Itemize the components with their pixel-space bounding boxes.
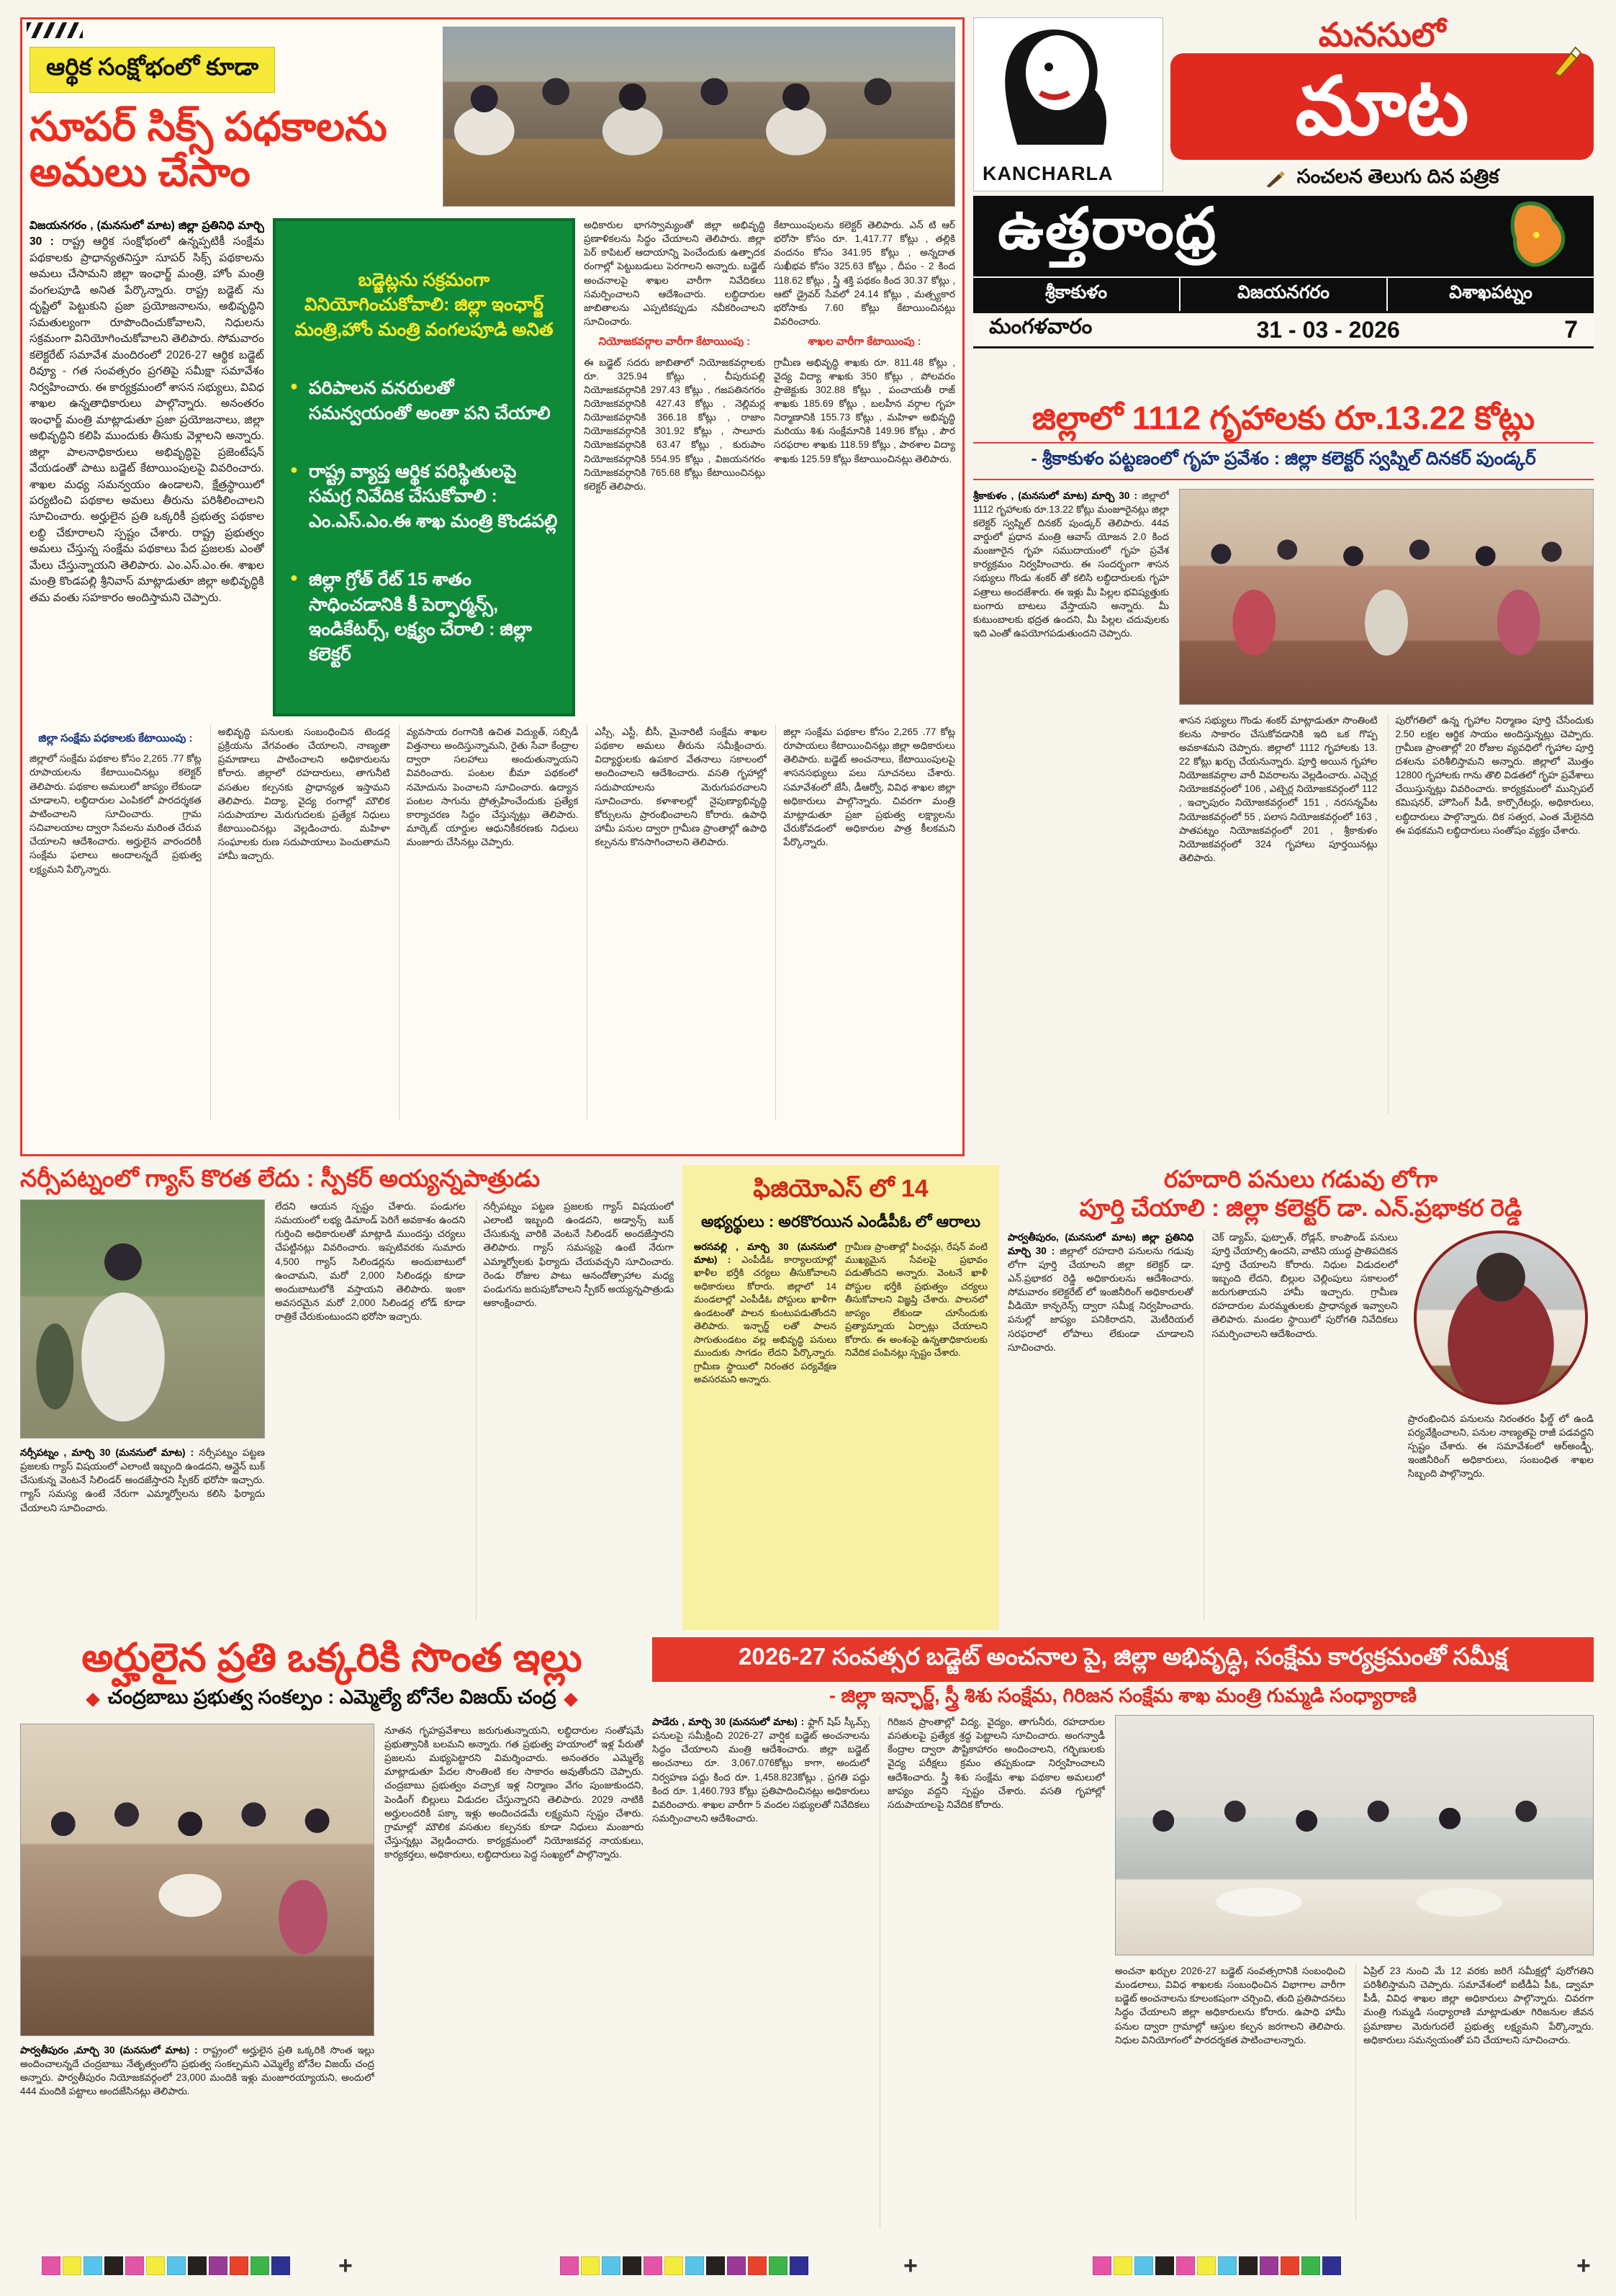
homes-headline: జిల్లాలో 1112 గృహాలకు రూ.13.22 కోట్లు: [1032, 400, 1535, 436]
welfare-allocations-subhead: జిల్లా సంక్షేమ పధకాలకు కేటాయింపు :: [38, 732, 193, 744]
region-visakhapatnam: విశాఖపట్నం: [1386, 278, 1594, 311]
color-patch: [560, 2256, 579, 2275]
gas-column-2: లేదని ఆయన స్పష్టం చేశారు. పండుగల సమయంలో లభ్య డిమాండ్ పెరిగే అవకాశం ఉందని గుర్తించి అధికారులతో మాట్లాడి ముందస్తు చర్యలు చేపట్టినట్లు వివరించారు. ఇప్పటివరకు సుమారు 4,500 గ్యాస్ సిలిండర్లను అందుబాటులో ఉంచామని, మరో 2,000 సిలిండర్లు కూడా అందుబాటులోకి వస్తాయని తెలిపారు. ఇంకా అవసరమైన మరో 2,000 సిలిండర్ల లోడ్ కూడా రాత్రికే చేరుకుంటుందని భరోసా ఇచ్చారు.: [275, 1200, 466, 1323]
budget-dateline: పాడేరు , మార్చి 30 (మనసులో మాట) :: [652, 1716, 808, 1727]
lead-article: [20, 17, 965, 1156]
roads-column-3: [1408, 1230, 1594, 1619]
lead-row2-column-2: అభివృద్ధి పనులకు సంబంధించిన టెండర్ల ప్రక్రియను వేగవంతం చేయాలని, నాణ్యతా ప్రమాణాలు పాటించాలని అధికారులను కోరారు. జిల్లాలో రహదారులు, తాగునీటి వసతుల కల్పనకు ప్రాధాన్యత ఇస్తామని తెలిపారు. విద్యా, వైద్య రంగాల్లో మౌలిక సదుపాయాల మెరుగుదలకు ప్రత్యేక నిధులు కేటాయించినట్లు వెల్లడించారు. మహిళా సంఘాలకు రుణ సదుపాయాలు పెంచుతామని హామీ ఇచ్చారు.: [210, 725, 390, 1120]
lead-body-text: అధికారుల భాగస్వామ్యంతో జిల్లా అభివృద్ధి ప్రణాళికలను సిద్ధం చేయాలని తెలిపారు. జిల్లా పెర్ కాపిటల్ ఆదాయాన్ని పెంచేందుకు ఉత్పాదక రంగాల్లో పెట్టుబడులు పెరగాలని అన్నారు. బడ్జెట్ అంచనాలపై శాఖల వారీగా నివేదికలు సమర్పించాలని ఆదేశించారు. లబ్ధిదారుల జాబితాలను ఎప్పటికప్పుడు నవీకరించాలని సూచించారు.: [584, 220, 765, 328]
homes-subhead: - శ్రీకాకుళం పట్టణంలో గృహ ప్రవేశం : జిల్లా కలెక్టర్ స్వప్నిల్ దినకర్ పుండ్కర్: [973, 442, 1594, 480]
gas-column-3: నర్సీపట్నం పట్టణ ప్రజలకు గ్యాస్ విషయంలో ఎలాంటి ఇబ్బంది ఉండదని, అడ్వాన్స్ బుక్ చేసుకున్న వారికి వెంటనే సిలిండర్ అందజేస్తారని తెలిపారు. గ్యాస్ సమస్యపై ఉంటే నేరుగా ఎమ్మార్వోలకు ఫిర్యాదు చేయవచ్చని సూచించారు. రెండు రోజుల పాటు ఆనందోత్సాహాల మధ్య పండుగను జరుపుకోవాలని స్పీకర్ అయ్యన్నపాత్రుడు ఆకాంక్షించారు.: [476, 1199, 674, 1620]
writing-hand-icon: [1265, 170, 1290, 189]
budget-column-2: గిరిజన ప్రాంతాల్లో విద్య, వైద్యం, తాగునీరు, రహదారుల వసతులపై ప్రత్యేక శ్రద్ధ పెట్టాలని సూచించారు. అంగన్వాడీ కేంద్రాల ద్వారా పౌష్టికాహారం అందించాలని, గర్భిణులకు వైద్య పరీక్షలు క్రమం తప్పకుండా నిర్వహించాలని ఆదేశించారు. స్త్రీ శిశు సంక్షేమ శాఖ పథకాల అమలులో జాప్యం వద్దని స్పష్టం చేశారు. వసతి గృహాల్లో సదుపాయాలపై నివేదిక కోరారు.: [880, 1715, 1105, 2228]
color-patch: [1134, 2256, 1153, 2275]
green-box-item: ● జిల్లా గ్రోత్ రేట్ 15 శాతం సాధించడానికి కీ పెర్ఫార్మన్స్, ఇండికేటర్స్, లక్ష్యం చేరాలి : జిల్లా కలెక్టర్: [290, 567, 558, 667]
print-registration-strip: [0, 2252, 1616, 2284]
registration-cross: +: [338, 2252, 353, 2279]
color-patch: [1093, 2256, 1111, 2275]
brand-block: [1170, 17, 1594, 192]
lead-meeting-photo: [443, 27, 955, 207]
homes-ceremony-photo: [1179, 489, 1594, 705]
tagline-text: సంచలన తెలుగు దిన పత్రిక: [1296, 166, 1499, 188]
green-box-item: ● రాష్ట్ర వ్యాప్త ఆర్థిక పరిస్థితులపై సమగ్ర నివేదిక చేసుకోవాలి : ఎం.ఎస్.ఎం.ఈ శాఖ మంత్రి కొండపల్లి: [290, 459, 558, 534]
brand-word-top: మనసులో: [1318, 16, 1446, 53]
color-patch: [623, 2256, 641, 2275]
lead-body-text: గ్రామీణ అభివృద్ధి శాఖకు రూ. 811.48 కోట్లు , వైద్య విద్యా శాఖకు 350 కోట్లు , పోలవరం ప్రాజెక్టుకు 302.88 కోట్లు , పంచాయతీ రాజ్ శాఖకు 185.69 కోట్లు , బలహీన వర్గాల గృహ నిర్మాణానికి 155.73 కోట్లు , మహిళా అభివృద్ధి మరియు శిశు సంక్షేమానికి 149.96 కోట్లు , పౌర సరఫరాల శాఖకు 118.59 కోట్లు , పాఠశాల విద్యా శాఖకు 125.59 కోట్లు కేటాయించినట్లు తెలిపారు.: [774, 356, 955, 464]
region-vizianagaram: విజయనగరం: [1179, 278, 1386, 311]
green-box-item: బడ్జెట్లను సక్రమంగా వినియోగించుకోవాలి: జిల్లా ఇంఛార్జ్ మంత్రి,హోం మంత్రి వంగలపూడి అనిత: [294, 269, 554, 340]
color-patch: [104, 2256, 123, 2275]
region-srikakulam: శ్రీకాకుళం: [1044, 282, 1108, 302]
lead-headline: సూపర్ సిక్స్ పధకాలను అమలు చేసాం: [30, 104, 387, 194]
color-patch: [727, 2256, 746, 2275]
color-patch: [1155, 2256, 1174, 2275]
budget-column-1: [652, 1715, 870, 2228]
publisher-name: KANCHARLA: [983, 163, 1114, 184]
lead-column-3: [584, 218, 765, 716]
pen-icon: [1550, 45, 1584, 78]
vacancy-headline-sub: అభ్యర్థులు : అరకొరయిన ఎండీపీఓ లో ఆరాలు: [700, 1212, 981, 1230]
lead-body-text: జిల్లాలో సంక్షేమ పథకాల కోసం 2,265 .77 కోట్ల రూపాయలను కేటాయించినట్లు కలెక్టర్ తెలిపారు. పథకాల అమలులో జాప్యం లేకుండా చూడాలని, లబ్ధిదారుల ఎంపికలో పారదర్శకత పాటించాలని సూచించారు. గ్రామ సచివాలయాల ద్వారా సేవలను మరింత చేరువ చేయాలని ఆదేశించారు. అర్హులైన వారందరికీ సంక్షేమ ఫలాలు అందాలన్నదే ప్రభుత్వ లక్ష్యమని పేర్కొన్నారు.: [30, 753, 202, 875]
roads-headline-line2: పూర్తి చేయాలి : జిల్లా కలెక్టర్ డా. ఎన్.ప్రభాకర రెడ్డి: [1079, 1194, 1522, 1222]
color-patch: [685, 2256, 704, 2275]
lead-body-text: రాష్ట్ర ఆర్థిక సంక్షోభంలో ఉన్నప్పటికీ సంక్షేమ పథకాలకు ప్రాధాన్యతనిస్తూ సూపర్ సిక్స్ పథకాలను అమలు చేసామని జిల్లా ఇంఛార్జ్ మంత్రి, హోం మంత్రి వంగలపూడి అనిత పేర్కొన్నారు. రాష్ట్ర బడ్జెట్ ను దృష్టిలో పెట్టుకుని ప్రజా ప్రయోజనాలను, అభివృద్ధిని సమతుల్యంగా రూపొందించుకోవాలని, నిధులను సక్రమంగా వినియోగించుకోవాలని తెలిపారు. సోమవారం కలెక్టరేట్ సమావేశ మందిరంలో 2026-27 ఆర్థిక బడ్జెట్ రివ్యూ - గత సంవత్సరం ప్రగతిపై సమీక్షా సమావేశం నిర్వహించారు. ఈ కార్యక్రమంలో శాసన సభ్యులు, వివిధ శాఖల ఉన్నతాధికారులు పాల్గొన్నారు. అనంతరం ఇంఛార్జ్ మంత్రి మాట్లాడుతూ ప్రజా ప్రయోజనాలు, జిల్లా అభివృద్ధిని కలిపి ముందుకు తీసుకు వెళ్లాలని అన్నారు. జిల్లా పాలనాధికారులు అభివృద్ధిపై ప్రజెంటేషన్ వేయడంతో పాటు బడ్జెట్ కేటాయింపులపై వివరించారు. శాఖల మధ్య సమన్వయం ఉండాలని, క్షేత్రస్థాయిలో పర్యటించి పథకాల అమలు తీరును పరిశీలించాలని సూచించారు. అర్హులైన ప్రతి ఒక్కరికీ ప్రభుత్వ పథకాల లబ్ధి చేకూరాలని స్పష్టం చేశారు. రాష్ట్ర ప్రభుత్వం అమలు చేస్తున్న సంక్షేమ పథకాలు పేద ప్రజలకు ఎంతో మేలు చేస్తున్నాయని తెలిపారు. ఎం.ఎస్.ఎం.ఈ. శాఖల మంత్రి కొండపల్లి శ్రీనివాస్ మాట్లాడుతూ జిల్లా అభివృద్ధికి తమ వంతు సహకారం అందిస్తామని చెప్పారు.: [30, 235, 264, 604]
color-patch: [209, 2256, 227, 2275]
roads-dateline: పార్వతీపురం, (మనసులో మాట) జిల్లా ప్రతినిధి మార్చి 30 :: [1008, 1231, 1194, 1256]
lead-row2-column-5: జిల్లా సంక్షేమ పథకాల కోసం 2,265 .77 కోట్ల రూపాయలు కేటాయించినట్లు జిల్లా అధికారులు తెలిపారు. బడ్జెట్ అంచనాలు, కేటాయింపులపై శాసనసభ్యులు పలు సూచనలు చేశారు. సమావేశంలో జేసీ, డీఆర్వో, వివిధ శాఖల జిల్లా అధికారులు పాల్గొన్నారు. చివరగా మంత్రి మాట్లాడుతూ ప్రజా ప్రభుత్వ లక్ష్యాలను చేరుకోవడంలో అధికారుల పాత్ర కీలకమని పేర్కొన్నారు.: [775, 725, 955, 1120]
color-patch: [581, 2256, 600, 2275]
gas-under-photo-text: [20, 1446, 265, 1620]
publisher-logo-box: [973, 17, 1163, 192]
lead-dateline: విజయనగరం , (మనసులో మాట) జిల్లా ప్రతినిధి మార్చి 30 :: [30, 220, 264, 248]
color-calibration-bar: [42, 2256, 292, 2275]
registration-cross: +: [903, 2252, 918, 2279]
color-patch: [602, 2256, 620, 2275]
homes-column-1: [973, 489, 1169, 1122]
lead-column-1: [30, 218, 264, 716]
diamond-decoration-icon: [86, 1693, 100, 1707]
lead-body-text: ఈ బడ్జెట్ సదరు జాబితాలో నియోజకవర్గాలకు రూ. 325.94 కోట్లు , చీపురుపల్లి నియోజకవర్గానికి 297.43 కోట్లు , గజపతినగరం నియోజకవర్గానికి 427.43 కోట్లు , నెల్లిమర్ల నియోజకవర్గానికి 366.18 కోట్లు , రాజాం నియోజకవర్గానికి 301.92 కోట్లు , సాలూరు నియోజకవర్గానికి 63.47 కోట్లు , కురుపాం నియోజకవర్గానికి 554.95 కోట్లు , విజయనగరం నియోజకవర్గానికి 765.68 కోట్లు కేటాయించినట్లు కలెక్టర్ తెలిపారు.: [584, 356, 765, 492]
issue-date: 31 - 03 - 2026: [1256, 316, 1400, 343]
vacancy-column-2: గ్రామీణ ప్రాంతాల్లో పింఛన్లు, రేషన్ వంటి ముఖ్యమైన సేవలపై ప్రభావం పడుతోందని అన్నారు. వెంటనే ఖాళీ పోస్టుల భర్తీకి ప్రభుత్వం చర్యలు తీసుకోవాలని విజ్ఞప్తి చేశారు. పాలనలో జాప్యం లేకుండా చూసేందుకు ప్రత్యామ్నాయ ఏర్పాట్లు చేయాలని కోరారు. ఈ అంశంపై ఉన్నతాధికారులకు నివేదిక పంపినట్లు స్పష్టం చేశారు.: [845, 1241, 988, 1359]
diamond-decoration-icon: [564, 1693, 578, 1707]
budget-column-4: ఏప్రిల్ 23 నుంచి మే 12 వరకు జరిగే సమీక్షల్లో పురోగతిని పరిశీలిస్తామని చెప్పారు. సమావేశంలో ఐటీడీఏ పీఓ, డ్వామా పీడీ, వివిధ శాఖల జిల్లా అధికారులు పాల్గొన్నారు. చివరగా మంత్రి గుమ్మడి సంధ్యారాణి మాట్లాడుతూ గిరిజనుల జీవన ప్రమాణాల మెరుగుదలే ప్రభుత్వ లక్ష్యమని పేర్కొన్నారు. అధికారులు సమన్వయంతో పని చేయాలని సూచించారు.: [1355, 1964, 1594, 2219]
color-patch: [1218, 2256, 1237, 2275]
homes-column-2: శాసన సభ్యులు గొండు శంకర్ మాట్లాడుతూ సొంతింటి కలను సాకారం చేసుకోవడానికి ఇది ఒక గొప్ప అవకాశమని చెప్పారు. జిల్లాలో 1112 గృహాలకు 13. 22 కోట్లు ఖర్చు చేయనున్నారు. పూర్తి అయిన గృహాల నియోజకవర్గాల వారీ వివరాలను వెల్లడించారు. ఎచ్చెర్ల నియోజకవర్గంలో 106 , ఎట్చెర్ల నియోజకవర్గంలో 112 , ఇచ్ఛాపురం నియోజకవర్గంలో 151 , నరసన్నపేట నియోజకవర్గంలో 55 , పలాస నియోజకవర్గంలో 163 , పాతపట్నం నియోజకవర్గంలో 201 , శ్రీకాకుళం నియోజకవర్గంలో 324 గృహాలు పూర్తయినట్లు తెలిపారు.: [1179, 714, 1378, 864]
andhra-map-icon: [1494, 199, 1581, 274]
color-calibration-bar: [560, 2256, 811, 2275]
houses-dateline: పార్వతీపురం ,మార్చి 30 (మనసులో మాట) :: [20, 2044, 203, 2056]
vacancy-article: [682, 1165, 999, 1630]
lead-row2-column-3: వ్యవసాయ రంగానికి ఉచిత విద్యుత్, సబ్సిడీ విత్తనాలు అందిస్తున్నామని, రైతు సేవా కేంద్రాల ద్వారా సలహాలు అందుతున్నాయని వివరించారు. పంటల బీమా పథకంలో నమోదును పెంచాలని సూచించారు. ఉద్యాన పంటల సాగును ప్రోత్సహించేందుకు ప్రత్యేక కార్యాచరణ సిద్ధం చేస్తున్నట్లు తెలిపారు. మార్కెట్ యార్డుల ఆధునికీకరణకు నిధులు మంజూరు చేసినట్లు చెప్పారు.: [399, 725, 579, 1120]
edition-name: ఉత్తరాంధ్ర: [998, 197, 1218, 261]
color-patch: [230, 2256, 248, 2275]
edition-bar: [973, 196, 1594, 276]
color-patch: [748, 2256, 767, 2275]
color-patch: [1281, 2256, 1299, 2275]
registration-cross: +: [1576, 2252, 1591, 2279]
color-patch: [188, 2256, 207, 2275]
weekday: మంగళవారం: [989, 315, 1093, 338]
patta-handover-photo: [20, 1724, 374, 2036]
woman-face-logo-icon: [974, 18, 1163, 162]
gas-body-text: నర్సీపట్నం పట్టణ ప్రజలకు గ్యాస్ విషయంలో ఎలాంటి ఇబ్బంది ఉండదని, ఆన్లైన్ బుక్ చేసుకున్న వెంటనే సిలిండర్ అందజేస్తారని స్పీకర్ భరోసా ఇచ్చారు. గ్యాస్ సమస్య ఉంటే నేరుగా ఎమ్మార్వోలను కలిసి ఫిర్యాదు చేయాలని సూచించారు.: [20, 1446, 265, 1513]
roads-headline-line1: రహదారి పనులు గడువు లోగా: [1163, 1166, 1438, 1192]
brand-word-box: [1170, 53, 1594, 160]
budget-column-3: అంచనా ఖర్చుల 2026-27 బడ్జెట్ సంవత్సరానికి సంబంధించి మండలాలు, వివిధ శాఖలకు సంబంధించిన విభాగాల వారీగా బడ్జెట్ అంచనాలను కూలంకషంగా చర్చించి, తుది ప్రతిపాదనలు సిద్ధం చేయాలని జిల్లా అధికారులను కోరారు. ఉపాధి హామీ పనుల ద్వారా గ్రామాల్లో ఆస్తుల కల్పన జరగాలని తెలిపారు. నిధుల వినియోగంలో పారదర్శకత పాటించాలన్నారు.: [1115, 1966, 1345, 2045]
houses-under-photo-text: [20, 2043, 374, 2225]
color-patch: [1301, 2256, 1320, 2275]
speaker-photo: [20, 1199, 265, 1439]
color-patch: [125, 2256, 144, 2275]
constituency-allocations-subhead: నియోజకవర్గాల వారీగా కేటాయింపు :: [598, 336, 751, 348]
homes-dateline: శ్రీకాకుళం , (మనసులో మాట) మార్చి 30 :: [973, 490, 1142, 501]
budget-article: [652, 1637, 1594, 2241]
lead-kicker: ఆర్థిక సంక్షోభంలో కూడా: [30, 47, 275, 93]
color-patch: [271, 2256, 290, 2275]
lead-row2-column-4: ఎస్సీ, ఎస్టీ, బీసీ, మైనారిటీ సంక్షేమ శాఖల పథకాల అమలు తీరును సమీక్షించారు. విద్యార్థులకు ఉపకార వేతనాలు సకాలంలో అందించాలని ఆదేశించారు. వసతి గృహాల్లో సదుపాయాలను మెరుగుపరచాలని సూచించారు. కళాశాలల్లో నైపుణ్యాభివృద్ధి కోర్సులను ప్రారంభించాలని కోరారు. ఉపాధి హామీ పనుల ద్వారా గ్రామీణ ప్రాంతాల్లో ఉపాధి కల్పనను కొనసాగించాలని తెలిపారు.: [587, 725, 767, 1120]
lead-row2-column-1: [30, 725, 202, 1120]
masthead: [973, 17, 1594, 393]
houses-article: [20, 1637, 644, 2241]
color-patch: [63, 2256, 81, 2275]
color-patch: [1239, 2256, 1258, 2275]
color-calibration-bar: [1093, 2256, 1343, 2275]
regions-strip: [973, 276, 1594, 311]
lead-body-text: కేటాయింపులను కలెక్టర్ తెలిపారు. ఎన్ టి ఆర్ భరోసా కోసం రూ. 1,417.77 కోట్లు , తల్లికి వందనం కోసం 341.95 కోట్లు , అన్నదాత సుఖీభవ కోసం 325.63 కోట్లు , దీపం - 2 కింద 118.62 కోట్లు , స్త్రీ శక్తి పథకం కింద 30.37 కోట్లు , ఆటో డ్రైవర్ సేవలో 24.14 కోట్లు , మత్స్యకార భరోసాకు 7.60 కోట్లు కేటాయించినట్లు వివరించారు.: [774, 220, 955, 328]
green-box-item: ● పరిపాలన వనరులతో సమన్వయంతో అంతా పని చేయాలి: [290, 376, 558, 426]
roads-column-2: చెక్ డ్యామ్, ఫుట్పాత్, రోడ్లన్, కాంపౌండ్ పనులు పూర్తి చేయాల్సి ఉందని, వాటిని యుద్ధ ప్రాతిపదికన పూర్తి చేయాలని కోరారు. నిధుల విడుదలలో ఇబ్బంది లేదని, బిల్లుల చెల్లింపులు సకాలంలో జరుగుతాయని హామీ ఇచ్చారు. గ్రామీణ రహదారుల మరమ్మతులకు ప్రాధాన్యత ఇవ్వాలని తెలిపారు. మండల స్థాయిలో పురోగతి నివేదికలు సమర్పించాలని ఆదేశించారు.: [1204, 1230, 1397, 1619]
color-patch: [250, 2256, 269, 2275]
tagline-row: [1170, 166, 1594, 193]
budget-review-photo: [1115, 1715, 1594, 1955]
lead-column-4: [774, 218, 955, 716]
houses-headline: అర్హులైన ప్రతి ఒక్కరికి సొంత ఇల్లు: [81, 1635, 582, 1680]
vacancy-headline-main: ఫిజియోఎస్ లో 14: [753, 1175, 929, 1202]
vacancy-dateline: అరసవల్లి , మార్చి 30 (మనసులో మాట) :: [694, 1241, 836, 1265]
gas-article: [20, 1165, 674, 1630]
color-patch: [146, 2256, 165, 2275]
homes-article: [973, 400, 1594, 1156]
budget-body-text: ఫ్లాగ్ షిప్ స్కీమ్స్ పనులపై సమీక్షించి 2026-27 వార్షిక బడ్జెట్ అంచనాలను సిద్ధం చేయాలని మంత్రి ఆదేశించారు. జిల్లా బడ్జెట్ అంచనాలు రూ. 3,067.076కోట్లు కాగా, అందులో నిర్వహణ పద్దు కింద రూ. 1,458.823కోట్లు , ప్రగతి పద్దు కింద రూ. 1,460.793 కోట్లు ప్రతిపాదించినట్లు అధికారులు వివరించారు. శాఖల వారీగా 5 వందల సభ్యులతో నివేదికలు సమర్పించాలని ఆదేశించారు.: [652, 1716, 870, 1824]
color-patch: [1260, 2256, 1278, 2275]
houses-subhead: [20, 1686, 644, 1714]
vacancy-body-text: ఎంపీడీఓ కార్యాలయాల్లో ఖాళీల భర్తీకి చర్యలు తీసుకోవాలని అధికారులు కోరారు. జిల్లాలో 14 మండలాల్లో ఎంపీడీఓ పోస్టులు ఖాళీగా ఉండటంతో పాలన కుంటుపడుతోందని తెలిపారు. ఇన్ఛార్జ్ లతో పాలన సాగుతుండటం వల్ల అభివృద్ధి పనులు ముందుకు సాగడం లేదని పేర్కొన్నారు. గ్రామీణ స్థాయిలో నిరంతర పర్యవేక్షణ అవసరమని అన్నారు.: [694, 1253, 836, 1385]
color-patch: [706, 2256, 725, 2275]
color-patch: [644, 2256, 662, 2275]
gas-dateline: నర్సీపట్నం , మార్చి 30 (మనసులో మాట) :: [20, 1446, 199, 1458]
page-number: 7: [1564, 315, 1578, 343]
houses-right-column: నూతన గృహప్రవేశాలు జరుగుతున్నాయని, లబ్ధిదారుల సంతోషమే ప్రభుత్వానికి బలమని అన్నారు. గత ప్రభుత్వ హయాంలో ఇళ్ల పేరుతో ప్రజలను మభ్యపెట్టారని విమర్శించారు. అనంతరం ఎమ్మెల్యే మాట్లాడుతూ పేదల సొంతింటి కల సాకారం అవుతోందని చెప్పారు. చంద్రబాబు ప్రభుత్వం వచ్చాక ఇళ్ల నిర్మాణం వేగం పుంజుకుందని, పెండింగ్ బిల్లులు విడుదల చేస్తున్నారని తెలిపారు. 2029 నాటికి అర్హులందరికీ పక్కా ఇళ్లు అందించడమే లక్ష్యమని స్పష్టం చేశారు. గ్రామాల్లో మౌలిక వసతుల కల్పనకు కూడా నిధులు మంజూరు చేస్తున్నట్లు వెల్లడించారు. కార్యక్రమంలో నియోజకవర్గ నాయకులు, కార్యకర్తలు, అధికారులు, లబ్ధిదారులు పెద్ద సంఖ్యలో పాల్గొన్నారు.: [384, 1724, 644, 1860]
color-patch: [790, 2256, 808, 2275]
color-patch: [1114, 2256, 1132, 2275]
date-bar: [973, 311, 1594, 348]
roads-headline: [1008, 1165, 1594, 1223]
roads-article: [1008, 1165, 1594, 1630]
color-patch: [83, 2256, 102, 2275]
color-patch: [769, 2256, 787, 2275]
color-patch: [1197, 2256, 1216, 2275]
gas-headline: నర్సీపట్నంలో గ్యాస్ కొరత లేదు : స్పీకర్ అయ్యన్నపాత్రుడు: [20, 1165, 541, 1192]
budget-headline-banner: 2026-27 సంవత్సర బడ్జెట్ అంచనాల పై, జిల్లా అభివృద్ధి, సంక్షేమ కార్యక్రమంతో సమీక్ష: [652, 1637, 1594, 1682]
vacancy-column-1: [694, 1241, 836, 1615]
homes-body-text: జిల్లాలో 1112 గృహాలకు రూ.13.22 కోట్లు మంజూరైనట్లు జిల్లా కలెక్టర్ స్వప్నిల్ దినకర్ పుండ్కర్ తెలిపారు. 44వ వార్డులో ప్రధాన మంత్రి ఆవాస్ యోజన 2.0 కింద మంజూరైన గృహ సముదాయంలో గృహ ప్రవేశ కార్యక్రమం నిర్వహించారు. ఈ సందర్భంగా శాసన సభ్యులు గొండు శంకర్ తో కలిసి లబ్ధిదారులకు గృహ పత్రాలు అందజేశారు. ఈ ఇళ్లు మీ పిల్లల భవిష్యత్తుకు బంగారు బాటలు వేస్తాయని అన్నారు. మీ కుటుంబాలకు భద్రత ఉందని, మీ పిల్లల చదువులకు ఇది ఎంతో ఉపయోగపడుతుందని చెప్పారు.: [973, 490, 1169, 639]
roads-body-text: జిల్లాలో రహదారి పనులను గడువు లోగా పూర్తి చేయాలని జిల్లా కలెక్టర్ డా. ఎన్.ప్రభాకర రెడ్డి అధికారులను ఆదేశించారు. సోమవారం కలెక్టరేట్ లో ఇంజినీరింగ్ అధికారులతో వీడియో కాన్ఫరెన్స్ ద్వారా సమీక్ష నిర్వహించారు. పనుల్లో జాప్యం పనికిరాదని, మెటీరియల్ సరఫరాలో లోపాలు లేకుండా చూడాలని సూచించారు.: [1008, 1245, 1194, 1353]
brand-word-main: మాట: [1295, 61, 1469, 152]
color-patch: [664, 2256, 683, 2275]
homes-column-3: పురోగతిలో ఉన్న గృహాల నిర్మాణం పూర్తి చేసేందుకు 2.50 లక్షల ఆర్థిక సాయం అందిస్తున్నట్లు చెప్పారు. గ్రామీణ ప్రాంతాల్లో 20 రోజుల వ్యవధిలో గృహాల పూర్తి దశలను పరిశీలిస్తామని అన్నారు. జిల్లాలో మొత్తం 12800 గృహాలకు గాను తొలి విడతలో గృహ ప్రవేశాలు చేయిస్తున్నట్లు వివరించారు. కార్యక్రమంలో మున్సిపల్ కమిషనర్, హౌసింగ్ పీడీ, కార్పొరేటర్లు, అధికారులు, లబ్ధిదారులు పాల్గొన్నారు. దిక సత్వర, ఎంత మేలైనది ఈ పథకమని లబ్ధిదారులు సంతోషం వ్యక్తం చేశారు.: [1388, 713, 1594, 1114]
budget-subhead: - జిల్లా ఇన్ఛార్జ్, స్త్రీ శిశు సంక్షేమ, గిరిజన సంక్షేమ శాఖ మంత్రి గుమ్మడి సంధ్యారాణి: [829, 1685, 1417, 1706]
roads-column-1: [1008, 1230, 1193, 1619]
color-patch: [1322, 2256, 1341, 2275]
houses-body-text: రాష్ట్రంలో అర్హులైన ప్రతి ఒక్కరికి సొంత ఇల్లు అందించాలన్నదే చంద్రబాబు నేతృత్వంలోని ప్రభుత్వ సంకల్పమని ఎమ్మెల్యే బోనేల విజయ్ చంద్ర అన్నారు. పార్వతీపురం నియోజకవర్గంలో 23,000 మందికి ఇళ్లు మంజూరయ్యాయని, అందులో 444 మందికి పట్టాలు అందజేసినట్లు తెలిపారు.: [20, 2044, 374, 2097]
color-patch: [1176, 2256, 1195, 2275]
highlights-green-box: [273, 218, 575, 716]
color-patch: [42, 2256, 60, 2275]
houses-subhead-text: చంద్రబాబు ప్రభుత్వ సంకల్పం : ఎమ్మెల్యే బోనేల విజయ్ చంద్ర: [107, 1685, 556, 1708]
roads-body-text: ప్రారంభించిన పనులను నిరంతరం ఫీల్డ్ లో ఉండి పర్యవేక్షించాలని, పనుల నాణ్యతపై రాజీ పడవద్దని స్పష్టం చేశారు. ఈ సమావేశంలో ఆర్అండ్బీ, ఇంజినీరింగ్ అధికారులు, సంబంధిత శాఖల సిబ్బంది పాల్గొన్నారు.: [1407, 1413, 1594, 1480]
color-patch: [167, 2256, 186, 2275]
department-allocations-subhead: శాఖల వారీగా కేటాయింపు :: [808, 336, 921, 348]
collector-portrait-photo: [1414, 1230, 1588, 1405]
